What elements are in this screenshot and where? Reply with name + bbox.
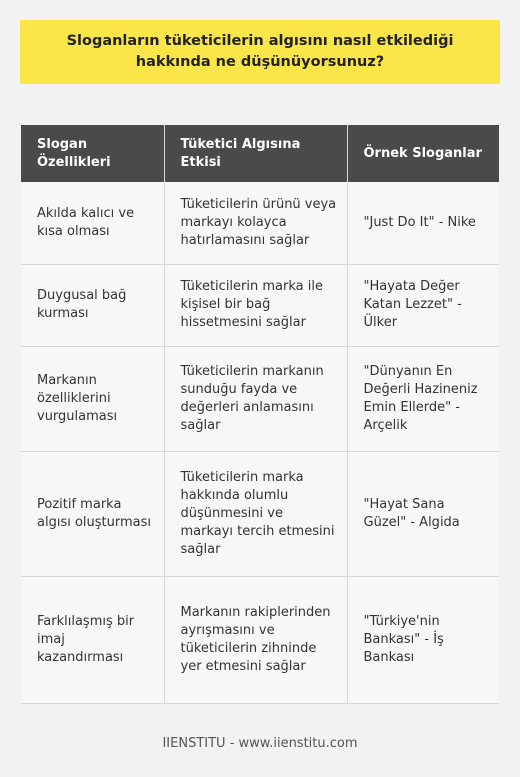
table-cell: "Hayata Değer Katan Lezzet" - Ülker: [347, 264, 499, 346]
table-row: [21, 576, 499, 703]
table-row: [21, 182, 499, 264]
table-cell: Farklılaşmış bir imaj kazandırması: [21, 576, 164, 703]
table-header-row: [21, 125, 499, 182]
slogan-table: [21, 125, 499, 704]
table-cell: "Dünyanın En Değerli Hazineniz Emin Ellerde" - Arçelik: [347, 346, 499, 451]
table-row: [21, 264, 499, 346]
table-cell: Tüketicilerin marka ile kişisel bir bağ hissetmesini sağlar: [164, 264, 347, 346]
table-cell: Tüketicilerin markanın sunduğu fayda ve değerleri anlamasını sağlar: [164, 346, 347, 451]
table-cell: Tüketicilerin marka hakkında olumlu düşünmesini ve markayı tercih etmesini sağlar: [164, 451, 347, 576]
table-cell: Tüketicilerin ürünü veya markayı kolayca hatırlamasını sağlar: [164, 182, 347, 264]
column-header-effect: Tüketici Algısına Etkisi: [164, 125, 347, 182]
table-cell: "Hayat Sana Güzel" - Algida: [347, 451, 499, 576]
table-row: [21, 346, 499, 451]
footer-text: IIENSTITU - www.iienstitu.com: [162, 736, 358, 751]
table-cell: Akılda kalıcı ve kısa olması: [21, 182, 164, 264]
footer-credit: [0, 736, 520, 751]
column-header-examples: Örnek Sloganlar: [347, 125, 499, 182]
table-row: [21, 451, 499, 576]
question-title: Sloganların tüketicilerin algısını nasıl etkilediği hakkında ne düşünüyorsunuz?: [66, 33, 454, 70]
table-cell: Markanın rakiplerinden ayrışmasını ve tüketicilerin zihninde yer etmesini sağlar: [164, 576, 347, 703]
table-cell: Pozitif marka algısı oluşturması: [21, 451, 164, 576]
table-cell: "Just Do It" - Nike: [347, 182, 499, 264]
column-header-features: Slogan Özellikleri: [21, 125, 164, 182]
question-banner: [20, 20, 500, 84]
table-cell: Markanın özelliklerini vurgulaması: [21, 346, 164, 451]
table-cell: Duygusal bağ kurması: [21, 264, 164, 346]
table-cell: "Türkiye'nin Bankası" - İş Bankası: [347, 576, 499, 703]
